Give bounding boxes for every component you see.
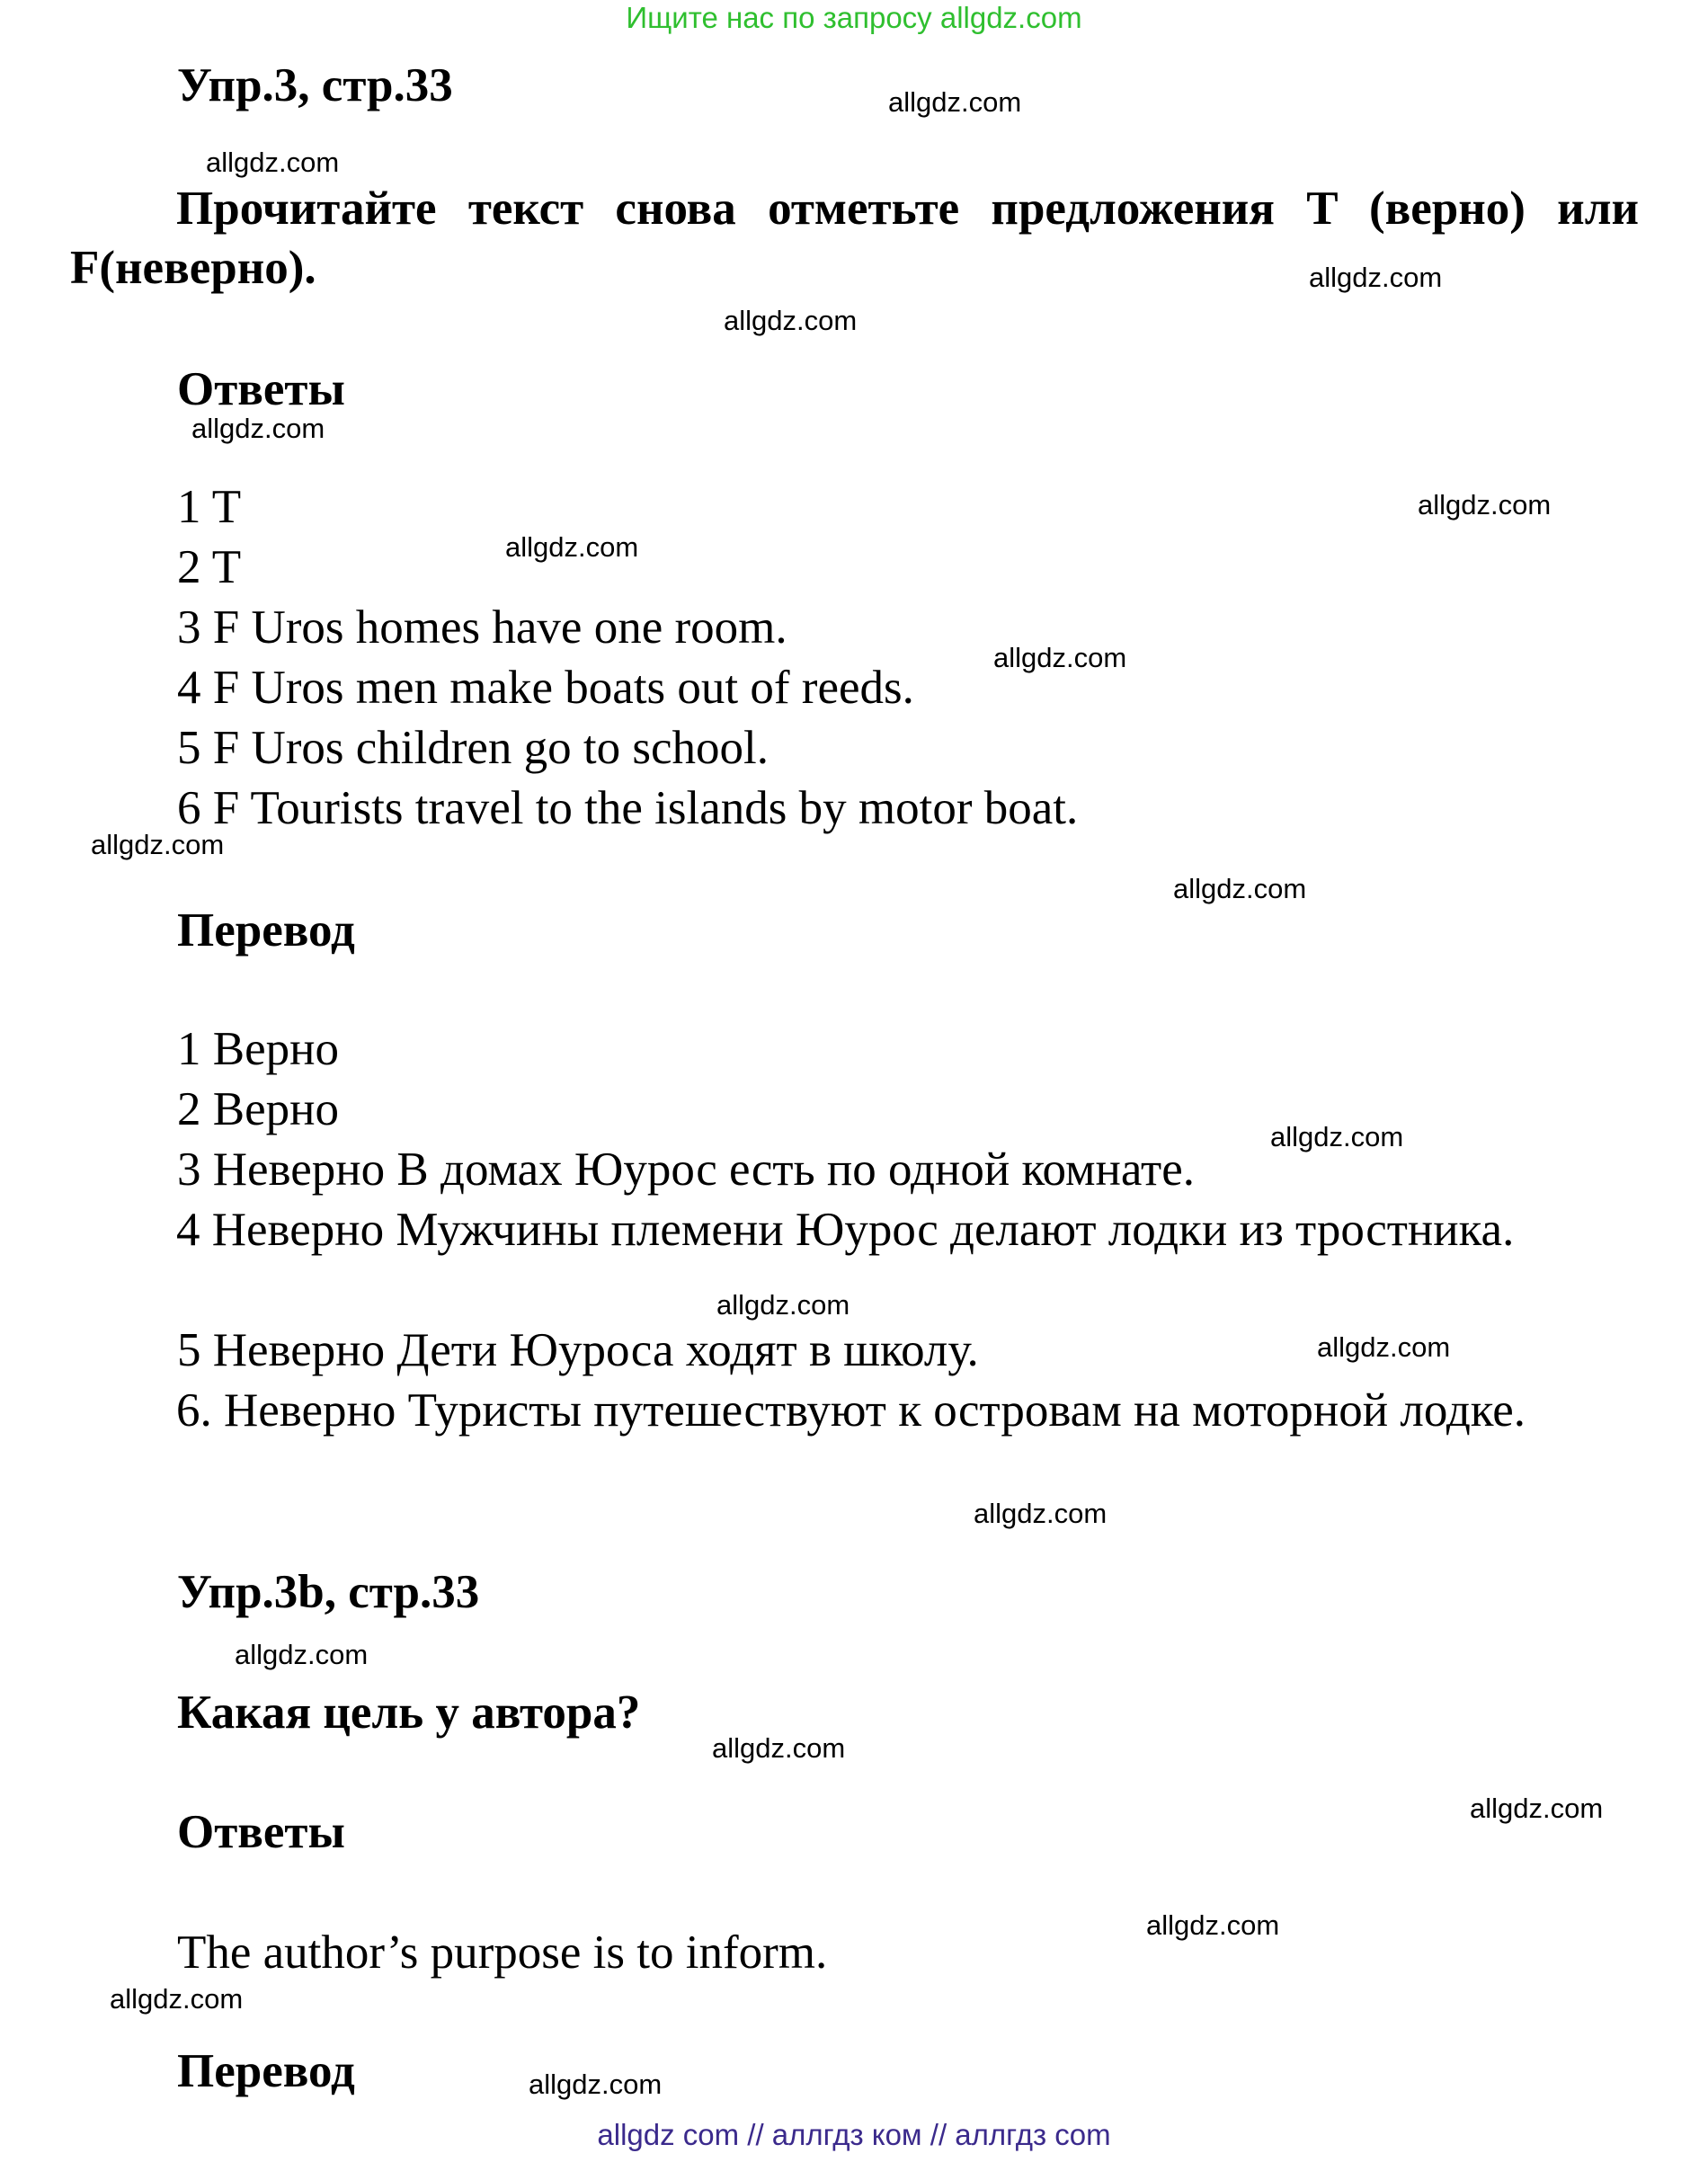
watermark: allgdz.com <box>1418 489 1552 520</box>
exercise-heading: Упр.3, стр.33 <box>177 59 453 111</box>
translation-line: 5 Неверно Дети Юуроса ходят в школу. <box>177 1324 979 1376</box>
answer-line: 2 T <box>177 541 242 593</box>
translation-line: 6. Неверно Туристы путешествуют к островам на моторной лодке. <box>176 1384 1526 1437</box>
answer-line: 6 F Tourists travel to the islands by motor boat. <box>177 782 1079 834</box>
answer-line: 3 F Uros homes have one room. <box>177 601 787 654</box>
translation-line: 3 Неверно В домах Юурос есть по одной комнате. <box>177 1143 1195 1196</box>
watermark: allgdz.com <box>724 305 858 336</box>
translation-line: 2 Верно <box>177 1083 339 1135</box>
watermark: allgdz.com <box>1146 1909 1280 1941</box>
answer-sentence: The author’s purpose is to inform. <box>177 1926 828 1979</box>
translation-heading-3b: Перевод <box>177 2045 355 2097</box>
answer-line: 5 F Uros children go to school. <box>177 722 769 774</box>
answer-line: 4 F Uros men make boats out of reeds. <box>177 662 914 714</box>
watermark: allgdz.com <box>110 1983 244 2015</box>
watermark: allgdz.com <box>993 642 1127 673</box>
watermark: allgdz.com <box>1470 1793 1604 1824</box>
task-text: Прочитайте текст снова отметьте предложения T (верно) или F(неверно). <box>70 182 1639 294</box>
watermark: allgdz.com <box>1317 1331 1451 1363</box>
watermark: allgdz.com <box>1173 873 1307 904</box>
answers-heading-3b: Ответы <box>177 1806 345 1858</box>
watermark: allgdz.com <box>235 1639 369 1670</box>
answer-line: 1 T <box>177 481 242 533</box>
watermark: allgdz.com <box>888 86 1022 118</box>
watermark: allgdz.com <box>529 2069 663 2100</box>
watermark: allgdz.com <box>1309 262 1443 293</box>
translation-heading: Перевод <box>177 904 355 956</box>
answers-heading: Ответы <box>177 363 345 415</box>
watermark: allgdz.com <box>206 147 340 178</box>
watermark: allgdz.com <box>974 1498 1108 1529</box>
task-question: Какая цель у автора? <box>177 1686 641 1739</box>
watermark: allgdz.com <box>712 1732 846 1764</box>
exercise-heading-3b: Упр.3b, стр.33 <box>177 1566 480 1618</box>
watermark: allgdz.com <box>191 413 325 444</box>
top-banner[interactable]: Ищите нас по запросу allgdz.com <box>626 1 1082 34</box>
translation-line: 4 Неверно Мужчины племени Юурос делают лодки из тростника. <box>176 1204 1515 1256</box>
watermark: allgdz.com <box>716 1289 850 1321</box>
watermark: allgdz.com <box>91 829 225 860</box>
watermark: allgdz.com <box>1270 1121 1404 1152</box>
watermark: allgdz.com <box>505 531 639 563</box>
footer-banner[interactable]: allgdz com // аллгдз ком // аллгдз com <box>597 2118 1111 2151</box>
translation-line: 1 Верно <box>177 1023 339 1075</box>
